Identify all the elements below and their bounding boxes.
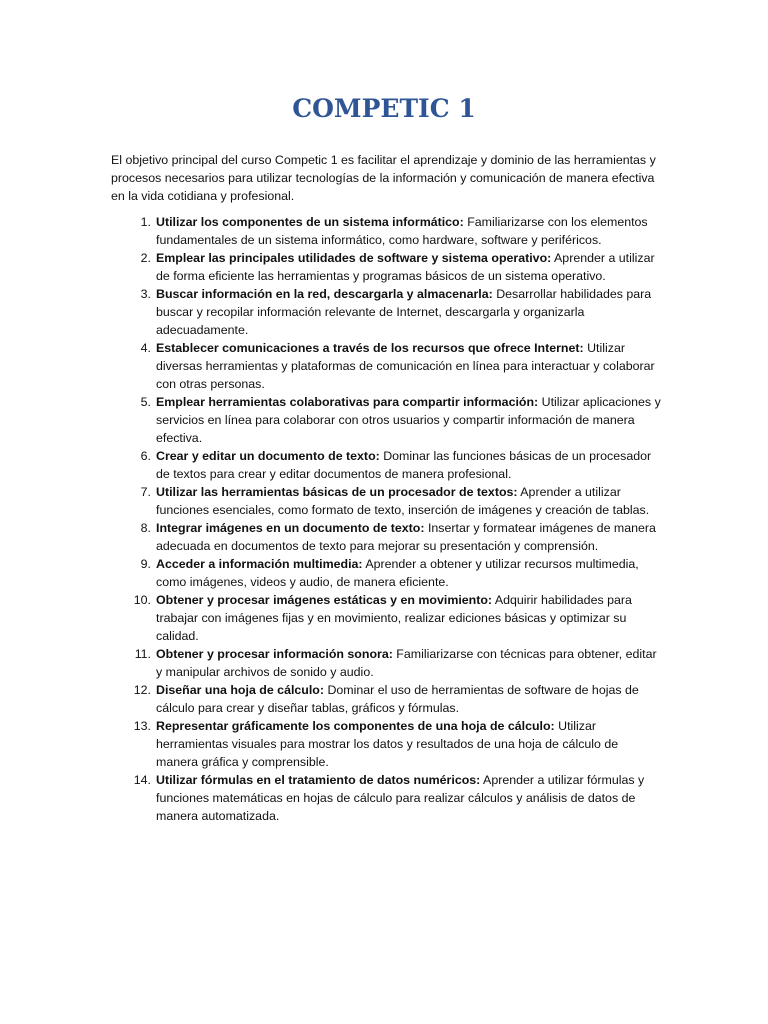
objective-item — [111, 556, 661, 592]
objective-title: Utilizar los componentes de un sistema informático: — [156, 215, 464, 229]
objective-text: Utilizar diversas herramientas y plataformas de comunicación en línea para interactuar y colaborar con otras personas. — [156, 341, 655, 391]
objective-item — [111, 592, 661, 645]
objective-item — [111, 448, 661, 484]
objective-text: Aprender a utilizar de forma eficiente las herramientas y programas básicos de un sistema operativo. — [156, 251, 655, 283]
objective-text: Familiarizarse con técnicas para obtener, editar y manipular archivos de sonido y audio. — [156, 647, 657, 679]
objective-text: Insertar y formatear imágenes de manera adecuada en documentos de texto para mejorar su presentación y comprensión. — [156, 521, 656, 553]
objective-number: 4. — [140, 341, 151, 356]
objective-number: 7. — [140, 484, 151, 499]
objectives-list — [111, 214, 661, 826]
objective-number: 5. — [140, 394, 151, 409]
objective-number: 12. — [133, 683, 151, 698]
objective-item — [111, 214, 661, 250]
objective-text: Dominar las funciones básicas de un procesador de textos para crear y editar documentos de manera profesional. — [156, 448, 652, 481]
objective-number: 3. — [140, 287, 151, 302]
objective-text: Desarrollar habilidades para buscar y recopilar información relevante de Internet, descargarla y organizarla adecuadamente. — [156, 287, 652, 337]
objective-title: Buscar información en la red, descargarla y almacenarla: — [156, 287, 493, 302]
objective-title: Obtener y procesar información sonora: — [156, 647, 393, 662]
objective-item — [111, 646, 661, 682]
objective-title: Diseñar una hoja de cálculo: — [156, 683, 325, 698]
objective-item — [111, 286, 661, 339]
objective-title: Emplear herramientas colaborativas para compartir información: — [156, 394, 539, 409]
objective-item — [111, 484, 661, 520]
objective-item — [111, 682, 661, 718]
objective-text: Aprender a utilizar funciones esenciales, como formato de texto, inserción de imágenes y creación de tablas. — [156, 484, 650, 517]
objective-title: Representar gráficamente los componentes de una hoja de cálculo: — [156, 719, 555, 734]
objective-number: 14. — [133, 773, 151, 788]
page-title: COMPETIC 1 — [292, 94, 476, 123]
objective-text: Aprender a utilizar fórmulas y funciones matemáticas en hojas de cálculo para realizar cálculos y análisis de datos de manera automatizada. — [156, 773, 645, 823]
intro-paragraph: El objetivo principal del curso Competic 1 es facilitar el aprendizaje y dominio de las herramientas y procesos necesarios para utilizar tecnologías de la información y comunicación de manera efectiva en la vida cotidiana y profesional. — [111, 153, 656, 203]
objective-item — [111, 340, 661, 393]
objective-number: 2. — [140, 251, 151, 266]
objective-title: Integrar imágenes en un documento de texto: — [156, 521, 425, 536]
objective-title: Utilizar fórmulas en el tratamiento de datos numéricos: — [156, 773, 481, 788]
objective-number: 11. — [134, 647, 151, 662]
objective-title: Utilizar las herramientas básicas de un procesador de textos: — [156, 484, 518, 499]
objective-text: Adquirir habilidades para trabajar con imágenes fijas y en movimiento, realizar ediciones básicas y optimizar su calidad. — [156, 593, 632, 643]
objective-title: Emplear las principales utilidades de software y sistema operativo: — [156, 251, 552, 266]
objective-text: Utilizar herramientas visuales para mostrar los datos y resultados de una hoja de cálculo de manera gráfica y comprensible. — [156, 719, 619, 769]
objective-number: 13. — [133, 719, 151, 734]
objective-text: Familiarizarse con los elementos fundamentales de un sistema informático, como hardware, software y periféricos. — [156, 215, 648, 247]
objective-number: 1. — [140, 215, 151, 229]
objective-item — [111, 520, 661, 556]
objective-title: Acceder a información multimedia: — [156, 557, 363, 572]
objective-item — [111, 772, 661, 825]
objective-title: Crear y editar un documento de texto: — [156, 448, 380, 463]
objective-number: 6. — [140, 448, 151, 463]
objective-number: 9. — [140, 557, 151, 572]
objective-text: Dominar el uso de herramientas de software de hojas de cálculo para crear y diseñar tablas, gráficos y fórmulas. — [156, 683, 639, 716]
objective-item — [111, 394, 661, 447]
objective-text: Aprender a obtener y utilizar recursos multimedia, como imágenes, videos y audio, de manera eficiente. — [156, 557, 639, 589]
objective-title: Obtener y procesar imágenes estáticas y en movimiento: — [156, 593, 493, 608]
objective-text: Utilizar aplicaciones y servicios en línea para colaborar con otros usuarios y compartir información de manera efectiva. — [156, 394, 661, 445]
objective-number: 10. — [133, 593, 151, 608]
objective-item — [111, 250, 661, 286]
objective-number: 8. — [140, 521, 151, 536]
objective-item — [111, 718, 661, 771]
objective-title: Establecer comunicaciones a través de los recursos que ofrece Internet: — [156, 341, 584, 356]
